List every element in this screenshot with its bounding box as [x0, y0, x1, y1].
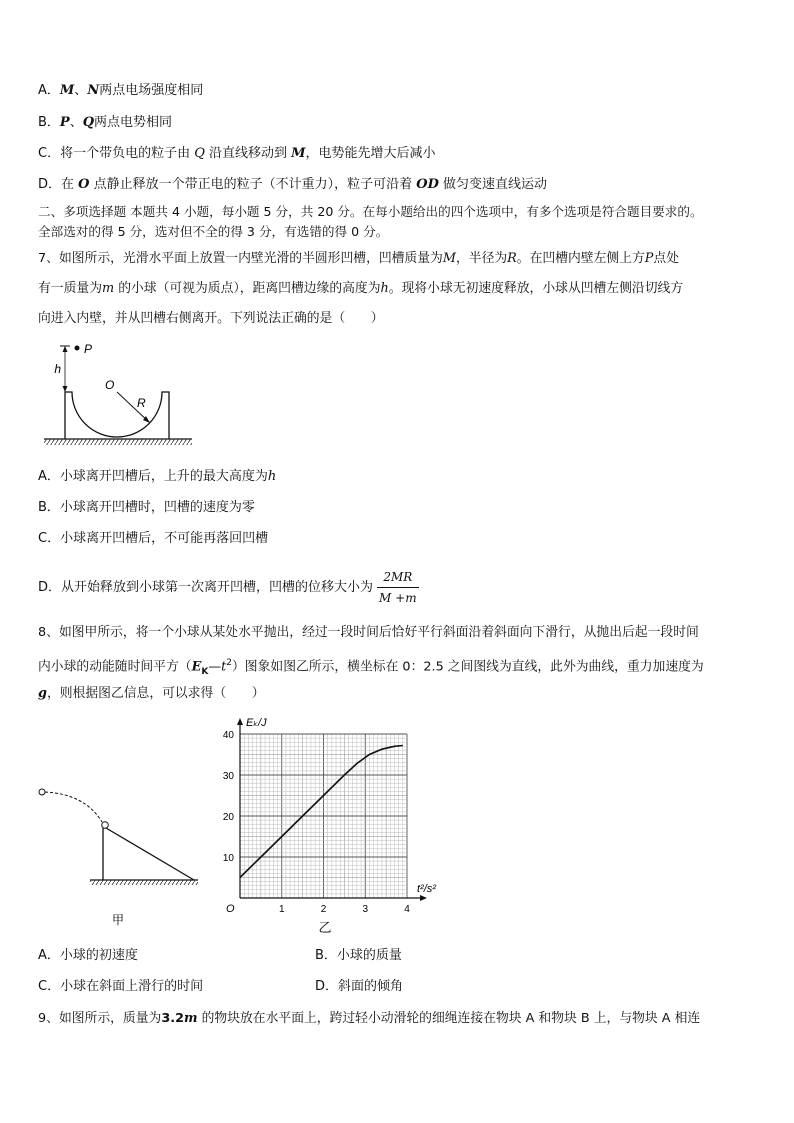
label-o: O [105, 378, 115, 392]
x-tick-label: 2 [320, 904, 327, 915]
y-tick-label: 40 [222, 730, 234, 741]
q8-option-c: C．小球在斜面上滑行的时间 [38, 979, 204, 994]
q7-line-1: 7、如图所示，光滑水平面上放置一内壁光滑的半圆形凹槽，凹槽质量为M，半径为R。在凹槽内壁左侧上方P点处 [38, 251, 679, 266]
start-ball [39, 789, 45, 795]
label-p: P [84, 342, 93, 356]
y-axis-arrow [237, 718, 243, 725]
section-2-header: 二、多项选择题 本题共 4 小题，每小题 5 分，共 20 分。在每小题给出的四个选项中，有多个选项是符合题目要求的。 [38, 204, 703, 219]
y-tick-label: 20 [222, 812, 234, 823]
trajectory-dashed [45, 792, 102, 822]
q7-option-a: A．小球离开凹槽后，上升的最大高度为h [38, 469, 277, 484]
ground-hatch [44, 439, 192, 445]
incline-slope [106, 828, 194, 880]
q7-option-b: B．小球离开凹槽时，凹槽的速度为零 [38, 500, 255, 515]
landing-ball [102, 822, 109, 829]
q7-option-d: D．从开始释放到小球第一次离开凹槽，凹槽的位移大小为 $\frac{2MR}{M +m}$ [38, 567, 419, 608]
q8-figure-jia [30, 780, 210, 930]
q7-groove-figure [40, 335, 200, 455]
x-axis-arrow [420, 895, 427, 901]
option-c-prev: C．将一个带负电的粒子由 Q 沿直线移动到 M，电势能先增大后减小 [38, 146, 436, 161]
label-jia: 甲 [111, 913, 125, 927]
x-tick-label: 1 [278, 904, 285, 915]
q9-line-1: 9、如图所示，质量为3.2m 的物块放在水平面上，跨过轻小动滑轮的细绳连接在物块 A 和物块 B 上，与物块 A 相连 [38, 1011, 701, 1026]
option-a-prev: A．M、N两点电场强度相同 [38, 83, 204, 98]
groove-body [65, 392, 169, 439]
q8-line-1: 8、如图甲所示，将一个小球从某处水平抛出，经过一段时间后恰好平行斜面沿着斜面向下滑行，从抛出后起一段时间 [38, 625, 699, 640]
y-axis-label: Eₖ/J [246, 717, 267, 729]
q8-figure-yi-chart [215, 712, 455, 940]
x-axis-label: t²/s² [417, 883, 436, 895]
label-h: h [54, 362, 61, 376]
ek-curve [240, 746, 403, 878]
q8-line-2: 内小球的动能随时间平方$(E_K—t^2)$图象如图乙所示，横坐标在 0：2.5 之间图线为直线，此外为曲线，重力加速度为 [38, 658, 704, 677]
q8-option-b: B．小球的质量 [315, 948, 402, 963]
q7-line-2: 有一质量为m 的小球（可视为质点），距离凹槽边缘的高度为h。现将小球无初速度释放，小球从凹槽左侧沿切线方 [38, 281, 684, 296]
q8-option-a: A．小球的初速度 [38, 948, 138, 963]
option-d-prev: D．在 O 点静止释放一个带正电的粒子（不计重力），粒子可沿着 OD 做匀变速直线运动 [38, 177, 547, 192]
q7-line-3: 向进入内壁，并从凹槽右侧离开。下列说法正确的是（ ） [38, 311, 384, 326]
x-tick-label: 4 [404, 904, 410, 915]
displacement-fraction: $\frac{2MR}{M +m}$ [377, 567, 419, 608]
label-r: R [137, 396, 146, 410]
x-tick-label: 3 [362, 904, 369, 915]
q7-option-c: C．小球离开凹槽后，不可能再落回凹槽 [38, 531, 269, 546]
q8-line-3: g，则根据图乙信息，可以求得（ ） [38, 686, 265, 701]
point-p [75, 346, 80, 351]
section-2-scoring: 全部选对的得 5 分，选对但不全的得 3 分，有选错的得 0 分。 [38, 224, 389, 239]
label-yi: 乙 [318, 920, 332, 935]
q8-option-d: D．斜面的倾角 [315, 979, 404, 994]
option-b-prev: B．P、Q两点电势相同 [38, 115, 173, 130]
y-tick-label: 30 [222, 771, 234, 782]
y-tick-label: 10 [222, 853, 234, 864]
origin-label: O [226, 903, 235, 915]
